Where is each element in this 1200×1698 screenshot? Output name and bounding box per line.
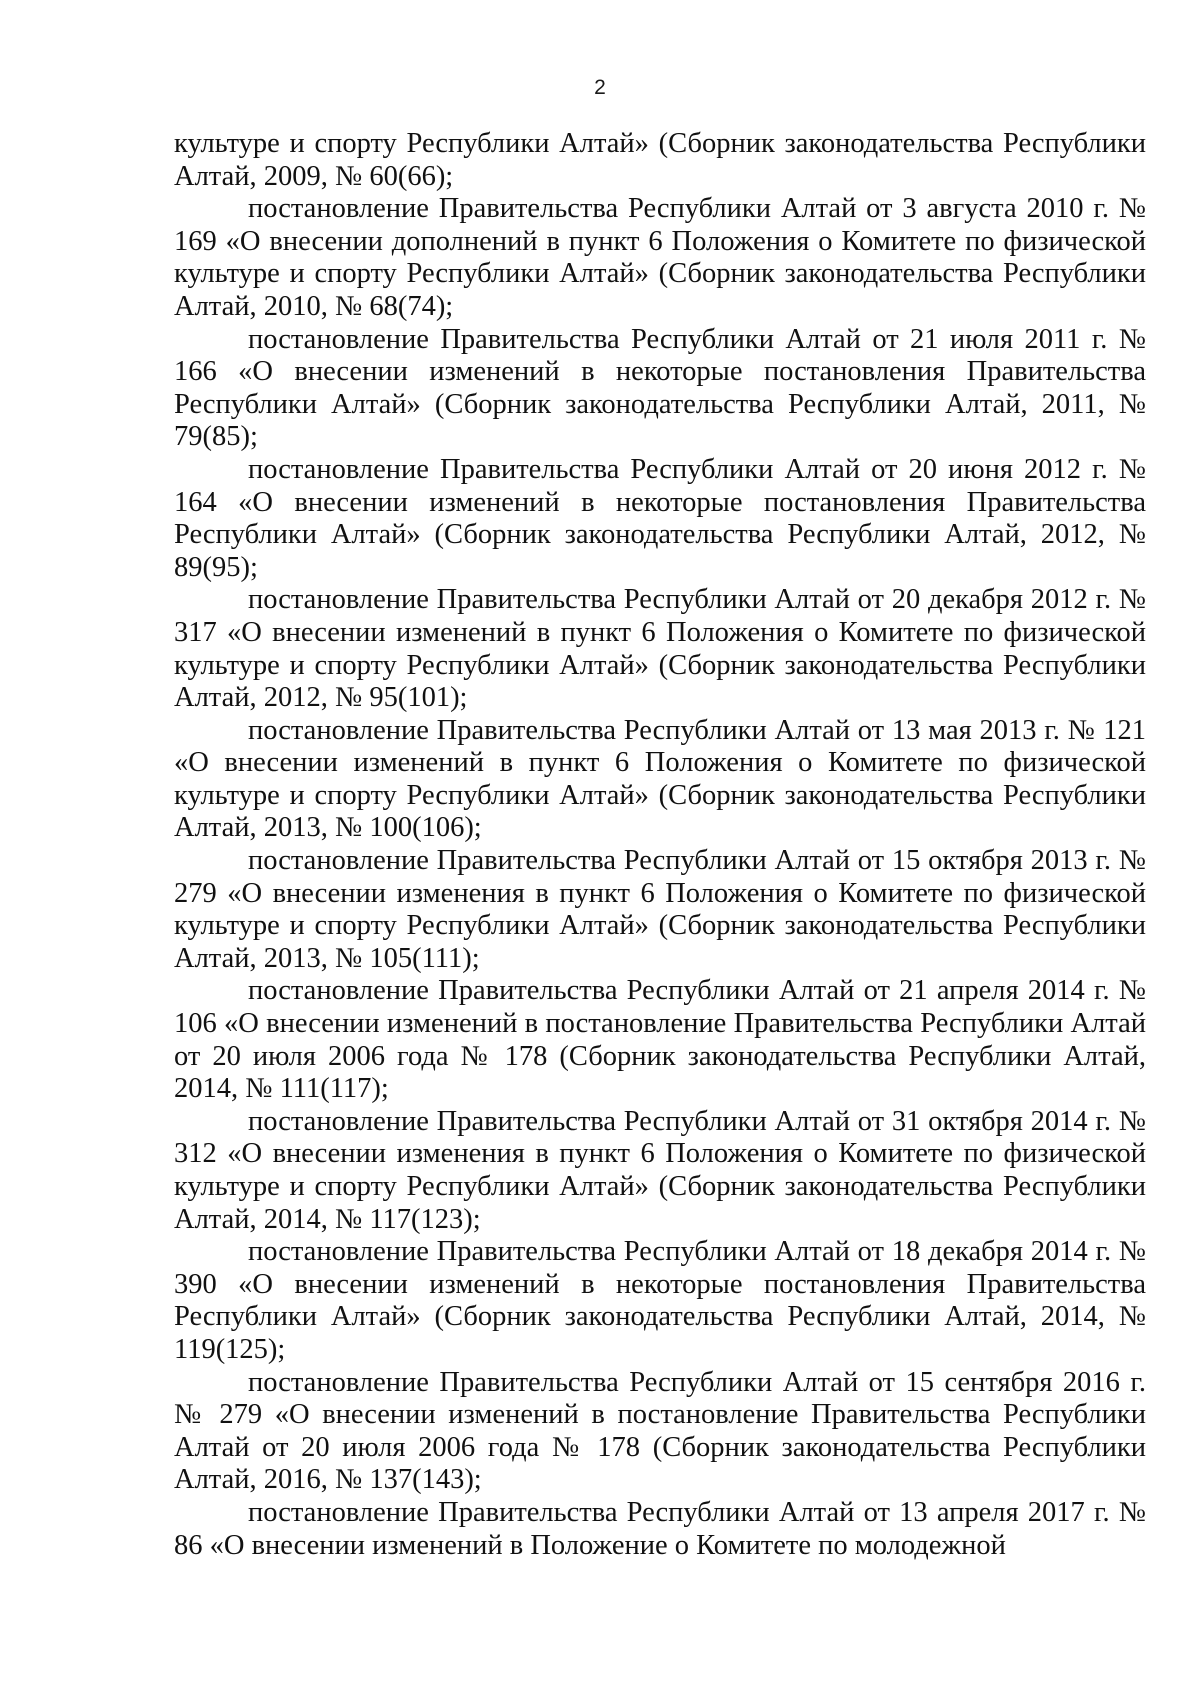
paragraph: постановление Правительства Республики Алтай от 20 декабря 2012 г. № 317 «О внесении изменений в пункт 6 Положения о Комитете по физической культуре и спорту Республики Алтай» (Сборник законодательства Республики Алтай, 2012, № 95(101); <box>174 584 1146 714</box>
paragraph: постановление Правительства Республики Алтай от 13 апреля 2017 г. № 86 «О внесении изменений в Положение о Комитете по молодежной <box>174 1496 1146 1561</box>
paragraph: постановление Правительства Республики Алтай от 21 апреля 2014 г. № 106 «О внесении изменений в постановление Правительства Республики Алтай от 20 июля 2006 года № 178 (Сборник законодательства Республики Алтай, 2014, № 111(117); <box>174 975 1146 1105</box>
paragraph: культуре и спорту Республики Алтай» (Сборник законодательства Республики Алтай, 2009, № 60(66); <box>174 128 1146 192</box>
paragraph: постановление Правительства Республики Алтай от 18 декабря 2014 г. № 390 «О внесении изменений в некоторые постановления Правительства Республики Алтай» (Сборник законодательства Республики Алтай, 2014, № 119(125); <box>174 1236 1146 1365</box>
paragraph: постановление Правительства Республики Алтай от 15 сентября 2016 г. № 279 «О внесении изменений в постановление Правительства Республики Алтай от 20 июля 2006 года № 178 (Сборник законодательства Республики Алтай, 2016, № 137(143); <box>174 1366 1146 1496</box>
paragraph: постановление Правительства Республики Алтай от 21 июля 2011 г. № 166 «О внесении изменений в некоторые постановления Правительства Республики Алтай» (Сборник законодательства Республики Алтай, 2011, № 79(85); <box>174 323 1146 453</box>
paragraph: постановление Правительства Республики Алтай от 15 октября 2013 г. № 279 «О внесении изменения в пункт 6 Положения о Комитете по физической культуре и спорту Республики Алтай» (Сборник законодательства Республики Алтай, 2013, № 105(111); <box>174 845 1146 974</box>
paragraph: постановление Правительства Республики Алтай от 3 августа 2010 г. № 169 «О внесении дополнений в пункт 6 Положения о Комитете по физической культуре и спорту Республики Алтай» (Сборник законодательства Республики Алтай, 2010, № 68(74); <box>174 193 1146 322</box>
paragraph: постановление Правительства Республики Алтай от 13 мая 2013 г. № 121 «О внесении изменений в пункт 6 Положения о Комитете по физической культуре и спорту Республики Алтай» (Сборник законодательства Республики Алтай, 2013, № 100(106); <box>174 714 1146 844</box>
page-number: 2 <box>594 76 606 99</box>
paragraph: постановление Правительства Республики Алтай от 31 октября 2014 г. № 312 «О внесении изменения в пункт 6 Положения о Комитете по физической культуре и спорту Республики Алтай» (Сборник законодательства Республики Алтай, 2014, № 117(123); <box>174 1105 1146 1235</box>
document-body <box>174 128 1146 1562</box>
paragraph: постановление Правительства Республики Алтай от 20 июня 2012 г. № 164 «О внесении изменений в некоторые постановления Правительства Республики Алтай» (Сборник законодательства Республики Алтай, 2012, № 89(95); <box>174 453 1146 583</box>
